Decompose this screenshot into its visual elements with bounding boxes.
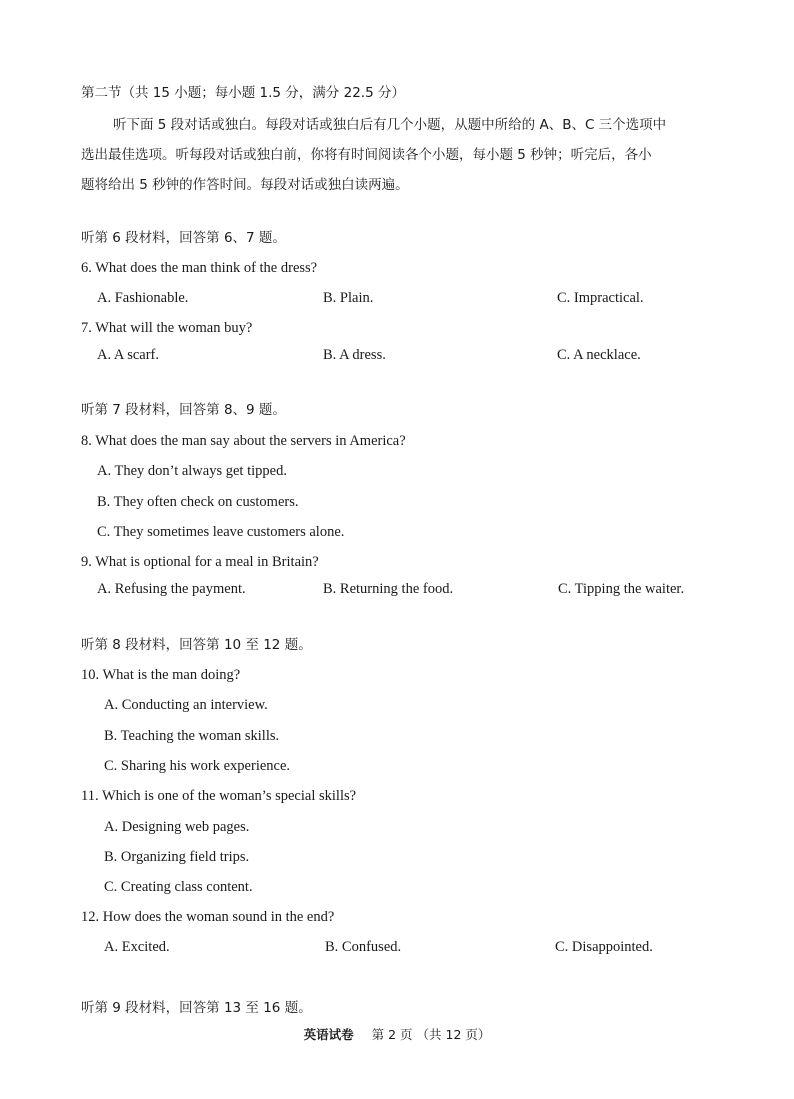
question-stem: 9. What is optional for a meal in Britain?: [81, 554, 319, 570]
question-stem: 8. What does the man say about the servers in America?: [81, 433, 406, 449]
instruction-line: 选出最佳选项。听每段对话或独白前，你将有时间阅读各个小题，每小题 5 秒钟；听完后，各小: [81, 147, 652, 163]
material-label: 听第 6 段材料，回答第 6、7 题。: [81, 230, 286, 246]
option-a: A. Excited.: [104, 939, 170, 955]
material-label: 听第 9 段材料，回答第 13 至 16 题。: [81, 1000, 312, 1016]
option-b: B. A dress.: [323, 347, 386, 363]
option-a: A. Conducting an interview.: [104, 697, 268, 713]
footer-page-number: 第 2 页 （共 12 页）: [371, 1027, 491, 1042]
option-c: C. A necklace.: [557, 347, 641, 363]
option-a: A. Fashionable.: [97, 290, 189, 306]
question-stem: 12. How does the woman sound in the end?: [81, 909, 335, 925]
option-c: C. Tipping the waiter.: [558, 581, 685, 597]
option-b: B. Organizing field trips.: [104, 849, 250, 865]
question-stem: 11. Which is one of the woman’s special skills?: [81, 788, 357, 804]
material-label: 听第 8 段材料，回答第 10 至 12 题。: [81, 637, 312, 653]
option-c: C. Disappointed.: [555, 939, 653, 955]
option-b: B. Returning the food.: [323, 581, 454, 597]
option-c: C. Impractical.: [557, 290, 644, 306]
question-stem: 6. What does the man think of the dress?: [81, 260, 318, 276]
option-b: B. Confused.: [325, 939, 402, 955]
option-b: B. Plain.: [323, 290, 374, 306]
section-heading: 第二节（共 15 小题；每小题 1.5 分，满分 22.5 分）: [81, 85, 405, 101]
material-label: 听第 7 段材料，回答第 8、9 题。: [81, 402, 286, 418]
option-c: C. Sharing his work experience.: [104, 758, 291, 774]
option-c: C. Creating class content.: [104, 879, 253, 895]
option-a: A. They don’t always get tipped.: [97, 463, 287, 479]
option-a: A. Designing web pages.: [104, 819, 250, 835]
question-stem: 7. What will the woman buy?: [81, 320, 253, 336]
footer-subject: 英语试卷: [303, 1027, 354, 1042]
instruction-line: 题将给出 5 秒钟的作答时间。每段对话或独白读两遍。: [81, 177, 409, 193]
option-b: B. Teaching the woman skills.: [104, 728, 280, 744]
question-stem: 10. What is the man doing?: [81, 667, 241, 683]
option-a: A. A scarf.: [97, 347, 160, 363]
option-b: B. They often check on customers.: [97, 494, 299, 510]
instruction-line: 听下面 5 段对话或独白。每段对话或独白后有几个小题，从题中所给的 A、B、C 三个选项中: [113, 117, 667, 133]
page-footer: [0, 1026, 794, 1044]
option-a: A. Refusing the payment.: [97, 581, 246, 597]
option-c: C. They sometimes leave customers alone.: [97, 524, 345, 540]
